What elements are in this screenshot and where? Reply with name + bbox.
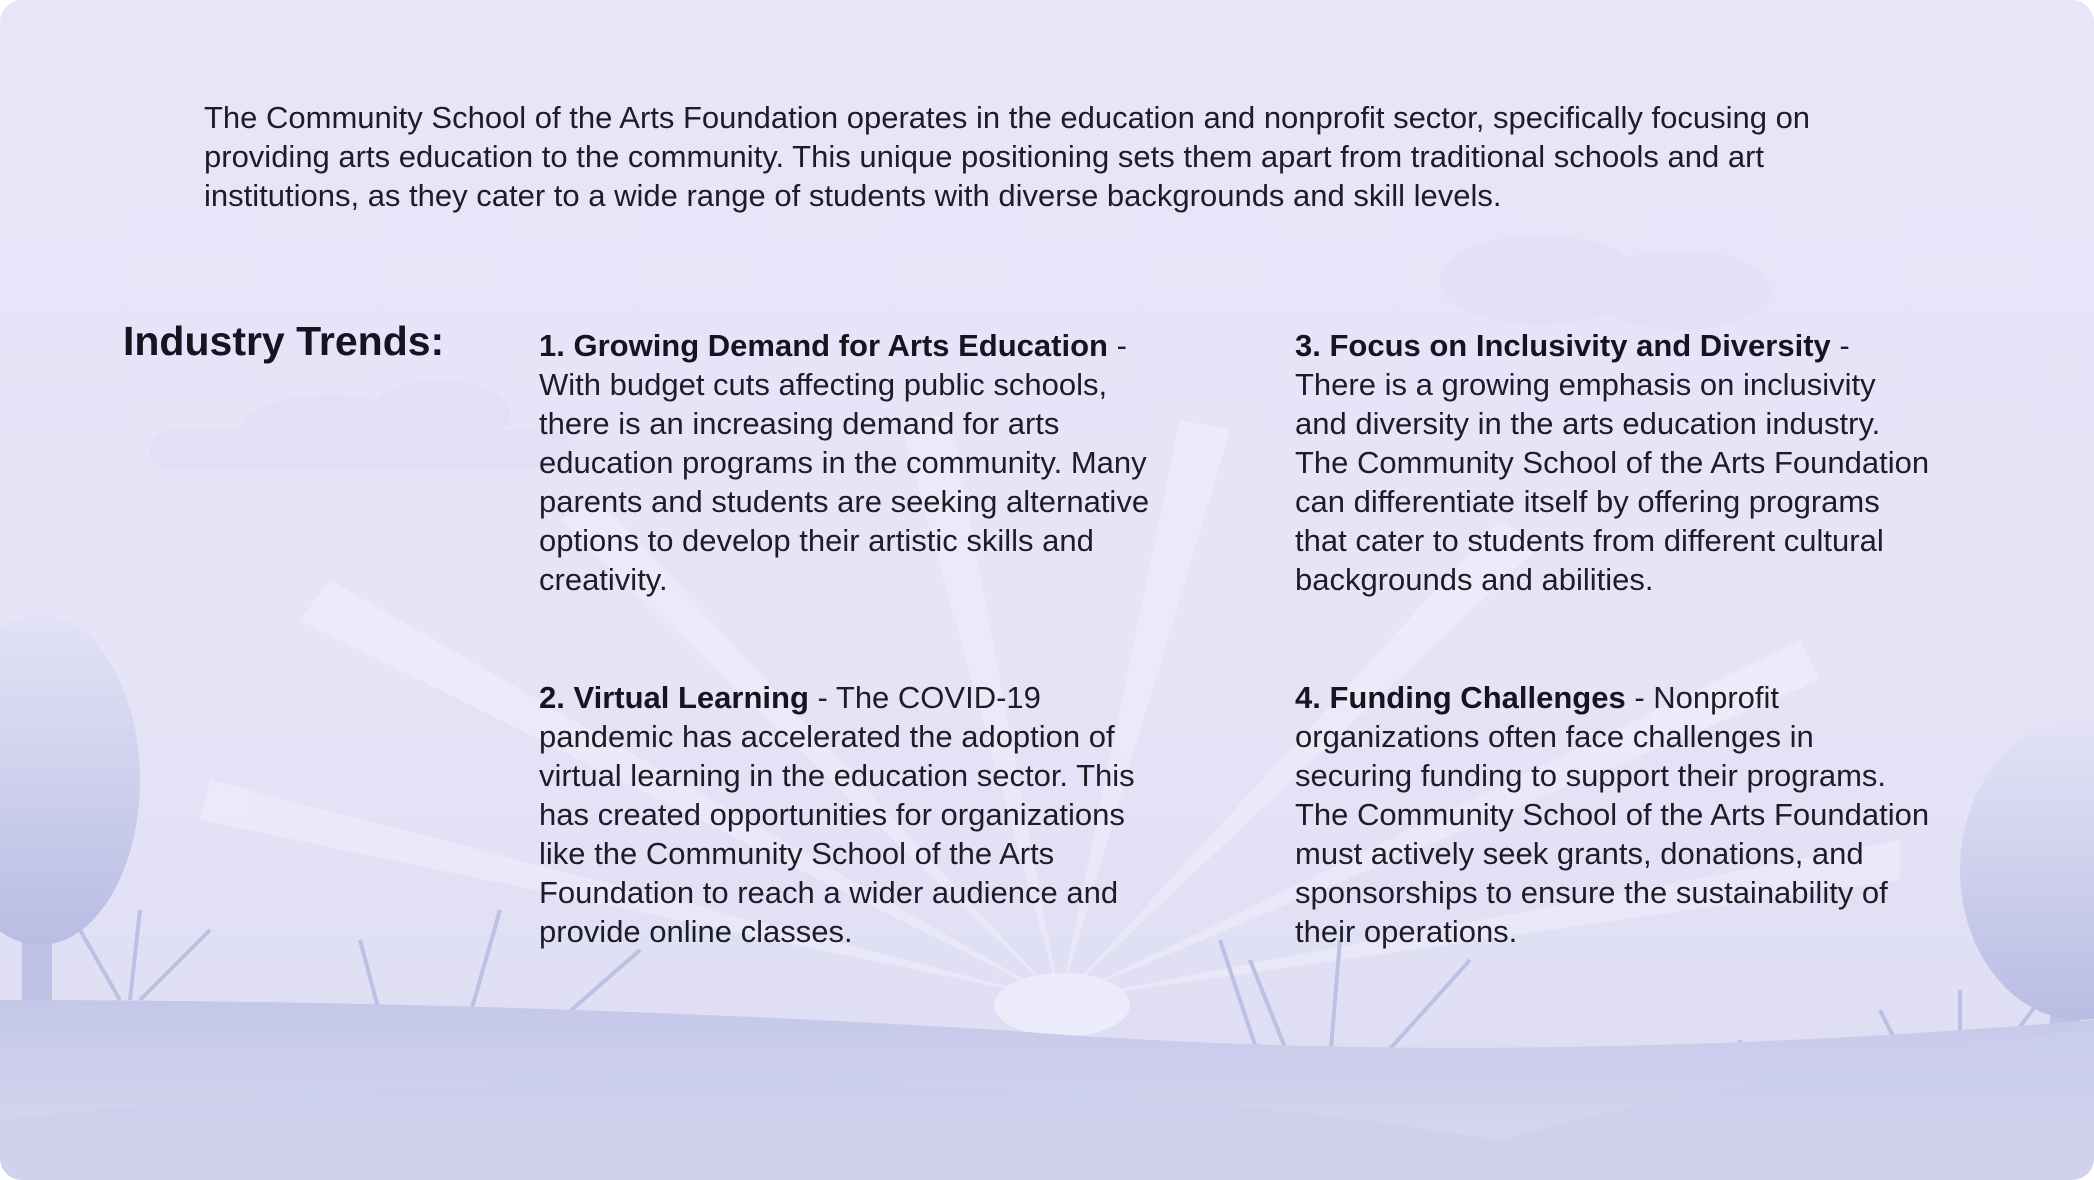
trend-title: 1. Growing Demand for Arts Education <box>539 328 1108 363</box>
trend-item <box>1295 678 1935 951</box>
trend-item <box>539 678 1179 951</box>
tree-right <box>1960 720 2094 1030</box>
trend-title: 3. Focus on Inclusivity and Diversity <box>1295 328 1831 363</box>
trend-body: - With budget cuts affecting public schools, there is an increasing demand for arts education programs in the community. Many parents and students are seeking alternative options to develop their artistic skills and creativity. <box>539 328 1150 597</box>
trend-body: - The COVID-19 pandemic has accelerated the adoption of virtual learning in the education sector. This has created opportunities for organizations like the Community School of the Arts Foundation to reach a wider audience and provide online classes. <box>539 680 1135 949</box>
trend-title: 4. Funding Challenges <box>1295 680 1626 715</box>
trend-item <box>539 326 1179 599</box>
trend-item <box>1295 326 1935 599</box>
tree-left <box>0 615 140 1010</box>
sun <box>994 973 1130 1037</box>
section-heading: Industry Trends: <box>123 318 445 364</box>
intro-paragraph: The Community School of the Arts Foundation operates in the education and nonprofit sector, specifically focusing on providing arts education to the community. This unique positioning sets them apart from traditional schools and art institutions, as they cater to a wide range of students with diverse backgrounds and skill levels. <box>204 100 1811 213</box>
trend-body: - There is a growing emphasis on inclusivity and diversity in the arts education industry. The Community School of the Arts Foundation can differentiate itself by offering programs that cater to students from different cultural backgrounds and abilities. <box>1295 328 1930 597</box>
trend-title: 2. Virtual Learning <box>539 680 809 715</box>
trend-body: - Nonprofit organizations often face challenges in securing funding to support their programs. The Community School of the Arts Foundation must actively seek grants, donations, and sponsorships to ensure the sustainability of their operations. <box>1295 680 1930 949</box>
